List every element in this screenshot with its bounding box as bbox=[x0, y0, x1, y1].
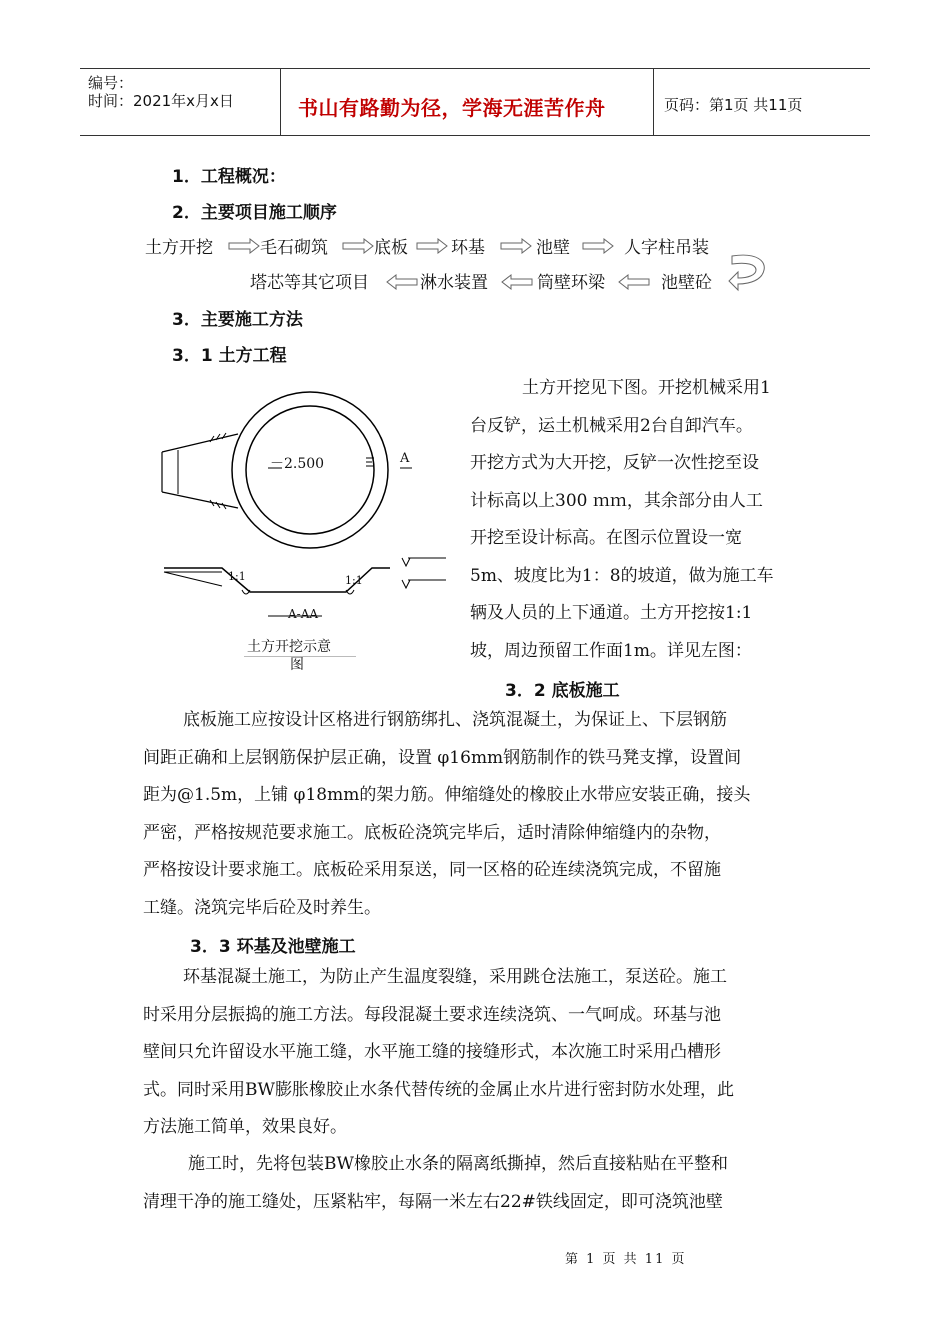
left-arrow-icon bbox=[386, 274, 418, 290]
right-arrow-icon bbox=[416, 238, 448, 254]
flow-step: 淋水装置 bbox=[420, 273, 488, 293]
flow-step: 环基 bbox=[451, 238, 485, 258]
text-line: 清理干净的施工缝处，压紧粘牢，每隔一米左右22#铁线固定，即可浇筑池壁 bbox=[143, 1191, 723, 1212]
figure-caption: 土方开挖示意 bbox=[247, 639, 331, 655]
text-line: 工缝。浇筑完毕后砼及时养生。 bbox=[143, 897, 381, 918]
section-heading-earthwork: 3．1 土方工程 bbox=[172, 346, 287, 366]
text-line: 施工时，先将包装BW橡胶止水条的隔离纸撕掉，然后直接粘贴在平整和 bbox=[188, 1154, 728, 1174]
section-heading-methods: 3．主要施工方法 bbox=[172, 310, 303, 330]
u-turn-arrow-icon bbox=[728, 248, 768, 292]
header-motto: 书山有路勤为径，学海无涯苦作舟 bbox=[298, 96, 606, 120]
slope-label-left: 1:1 bbox=[228, 570, 246, 583]
text-line: 计标高以上300 ｍｍ，其余部分由人工 bbox=[470, 490, 763, 511]
ring-foundation-paragraph bbox=[143, 959, 810, 1147]
text-line: 土方开挖见下图。开挖机械采用1 bbox=[522, 378, 771, 398]
section-heading-overview: 1．工程概况： bbox=[172, 167, 286, 187]
text-line: 底板施工应按设计区格进行钢筋绑扎、浇筑混凝土，为保证上、下层钢筋 bbox=[183, 710, 727, 730]
text-line: 严密，严格按规范要求施工。底板砼浇筑完毕后，适时清除伸缩缝内的杂物， bbox=[143, 822, 721, 843]
section-label: A-AA bbox=[288, 607, 319, 621]
page-footer: 第 1 页 共 11 页 bbox=[565, 1252, 687, 1267]
text-line: 开挖方式为大开挖，反铲一次性挖至设 bbox=[470, 453, 759, 473]
earthwork-plan-and-section bbox=[150, 370, 450, 620]
construction-paragraph bbox=[143, 1146, 810, 1221]
section-heading-sequence: 2．主要项目施工顺序 bbox=[172, 203, 337, 223]
right-arrow-icon bbox=[500, 238, 532, 254]
elevation-label: －2.500 bbox=[270, 456, 325, 472]
left-arrow-icon bbox=[618, 274, 650, 290]
figure-caption: 图 bbox=[290, 657, 304, 673]
slope-label-right: 1:1 bbox=[345, 574, 363, 587]
section-heading-ring-foundation: 3．3 环基及池壁施工 bbox=[190, 937, 356, 957]
flow-step: 塔芯等其它项目 bbox=[250, 273, 369, 293]
text-line: 5m、坡度比为1：8的坡道，做为施工车 bbox=[470, 565, 774, 586]
earthwork-paragraph bbox=[470, 370, 815, 670]
right-arrow-icon bbox=[582, 238, 614, 254]
text-line: 间距正确和上层钢筋保护层正确，设置 φ16mm钢筋制作的铁马凳支撑，设置间 bbox=[143, 747, 742, 768]
flow-step: 毛石砌筑 bbox=[260, 238, 328, 258]
text-line: 环基混凝土施工，为防止产生温度裂缝，采用跳仓法施工，泵送砼。施工 bbox=[183, 967, 727, 987]
section-mark-label: A bbox=[400, 451, 410, 466]
text-line: 坡，周边预留工作面1m。详见左图： bbox=[470, 640, 752, 661]
text-line: 严格按设计要求施工。底板砼采用泵送，同一区格的砼连续浇筑完成，不留施 bbox=[143, 860, 721, 880]
text-line: 辆及人员的上下通道。土方开挖按1:1 bbox=[470, 603, 753, 623]
header-page-label: 页码：第1页 共11页 bbox=[664, 96, 803, 114]
flow-step: 土方开挖 bbox=[145, 238, 213, 258]
flow-step: 人字柱吊装 bbox=[624, 238, 709, 258]
text-line: 壁间只允许留设水平施工缝，水平施工缝的接缝形式，本次施工时采用凸槽形 bbox=[143, 1042, 721, 1062]
flow-step: 池壁砼 bbox=[661, 273, 712, 293]
right-arrow-icon bbox=[228, 238, 260, 254]
text-line: 式。同时采用BW膨胀橡胶止水条代替传统的金属止水片进行密封防水处理，此 bbox=[143, 1079, 734, 1100]
flow-step: 底板 bbox=[374, 238, 408, 258]
text-line: 时采用分层振捣的施工方法。每段混凝土要求连续浇筑、一气呵成。环基与池 bbox=[143, 1004, 721, 1025]
text-line: 方法施工简单，效果良好。 bbox=[143, 1117, 347, 1137]
document-date-label: 时间：2021年x月x日 bbox=[88, 92, 234, 110]
text-line: 台反铲，运土机械采用2台自卸汽车。 bbox=[470, 415, 753, 436]
text-line: 开挖至设计标高。在图示位置设一宽 bbox=[470, 528, 742, 548]
flow-step: 筒壁环梁 bbox=[537, 273, 605, 293]
document-number-label: 编号： bbox=[88, 74, 134, 92]
text-line: 距为@1.5m，上铺 φ18mm的架力筋。伸缩缝处的橡胶止水带应安装正确，接头 bbox=[143, 785, 751, 805]
baseplate-paragraph bbox=[143, 702, 810, 927]
right-arrow-icon bbox=[342, 238, 374, 254]
section-heading-baseplate: 3．2 底板施工 bbox=[505, 681, 620, 701]
left-arrow-icon bbox=[501, 274, 533, 290]
flow-step: 池壁 bbox=[536, 238, 570, 258]
